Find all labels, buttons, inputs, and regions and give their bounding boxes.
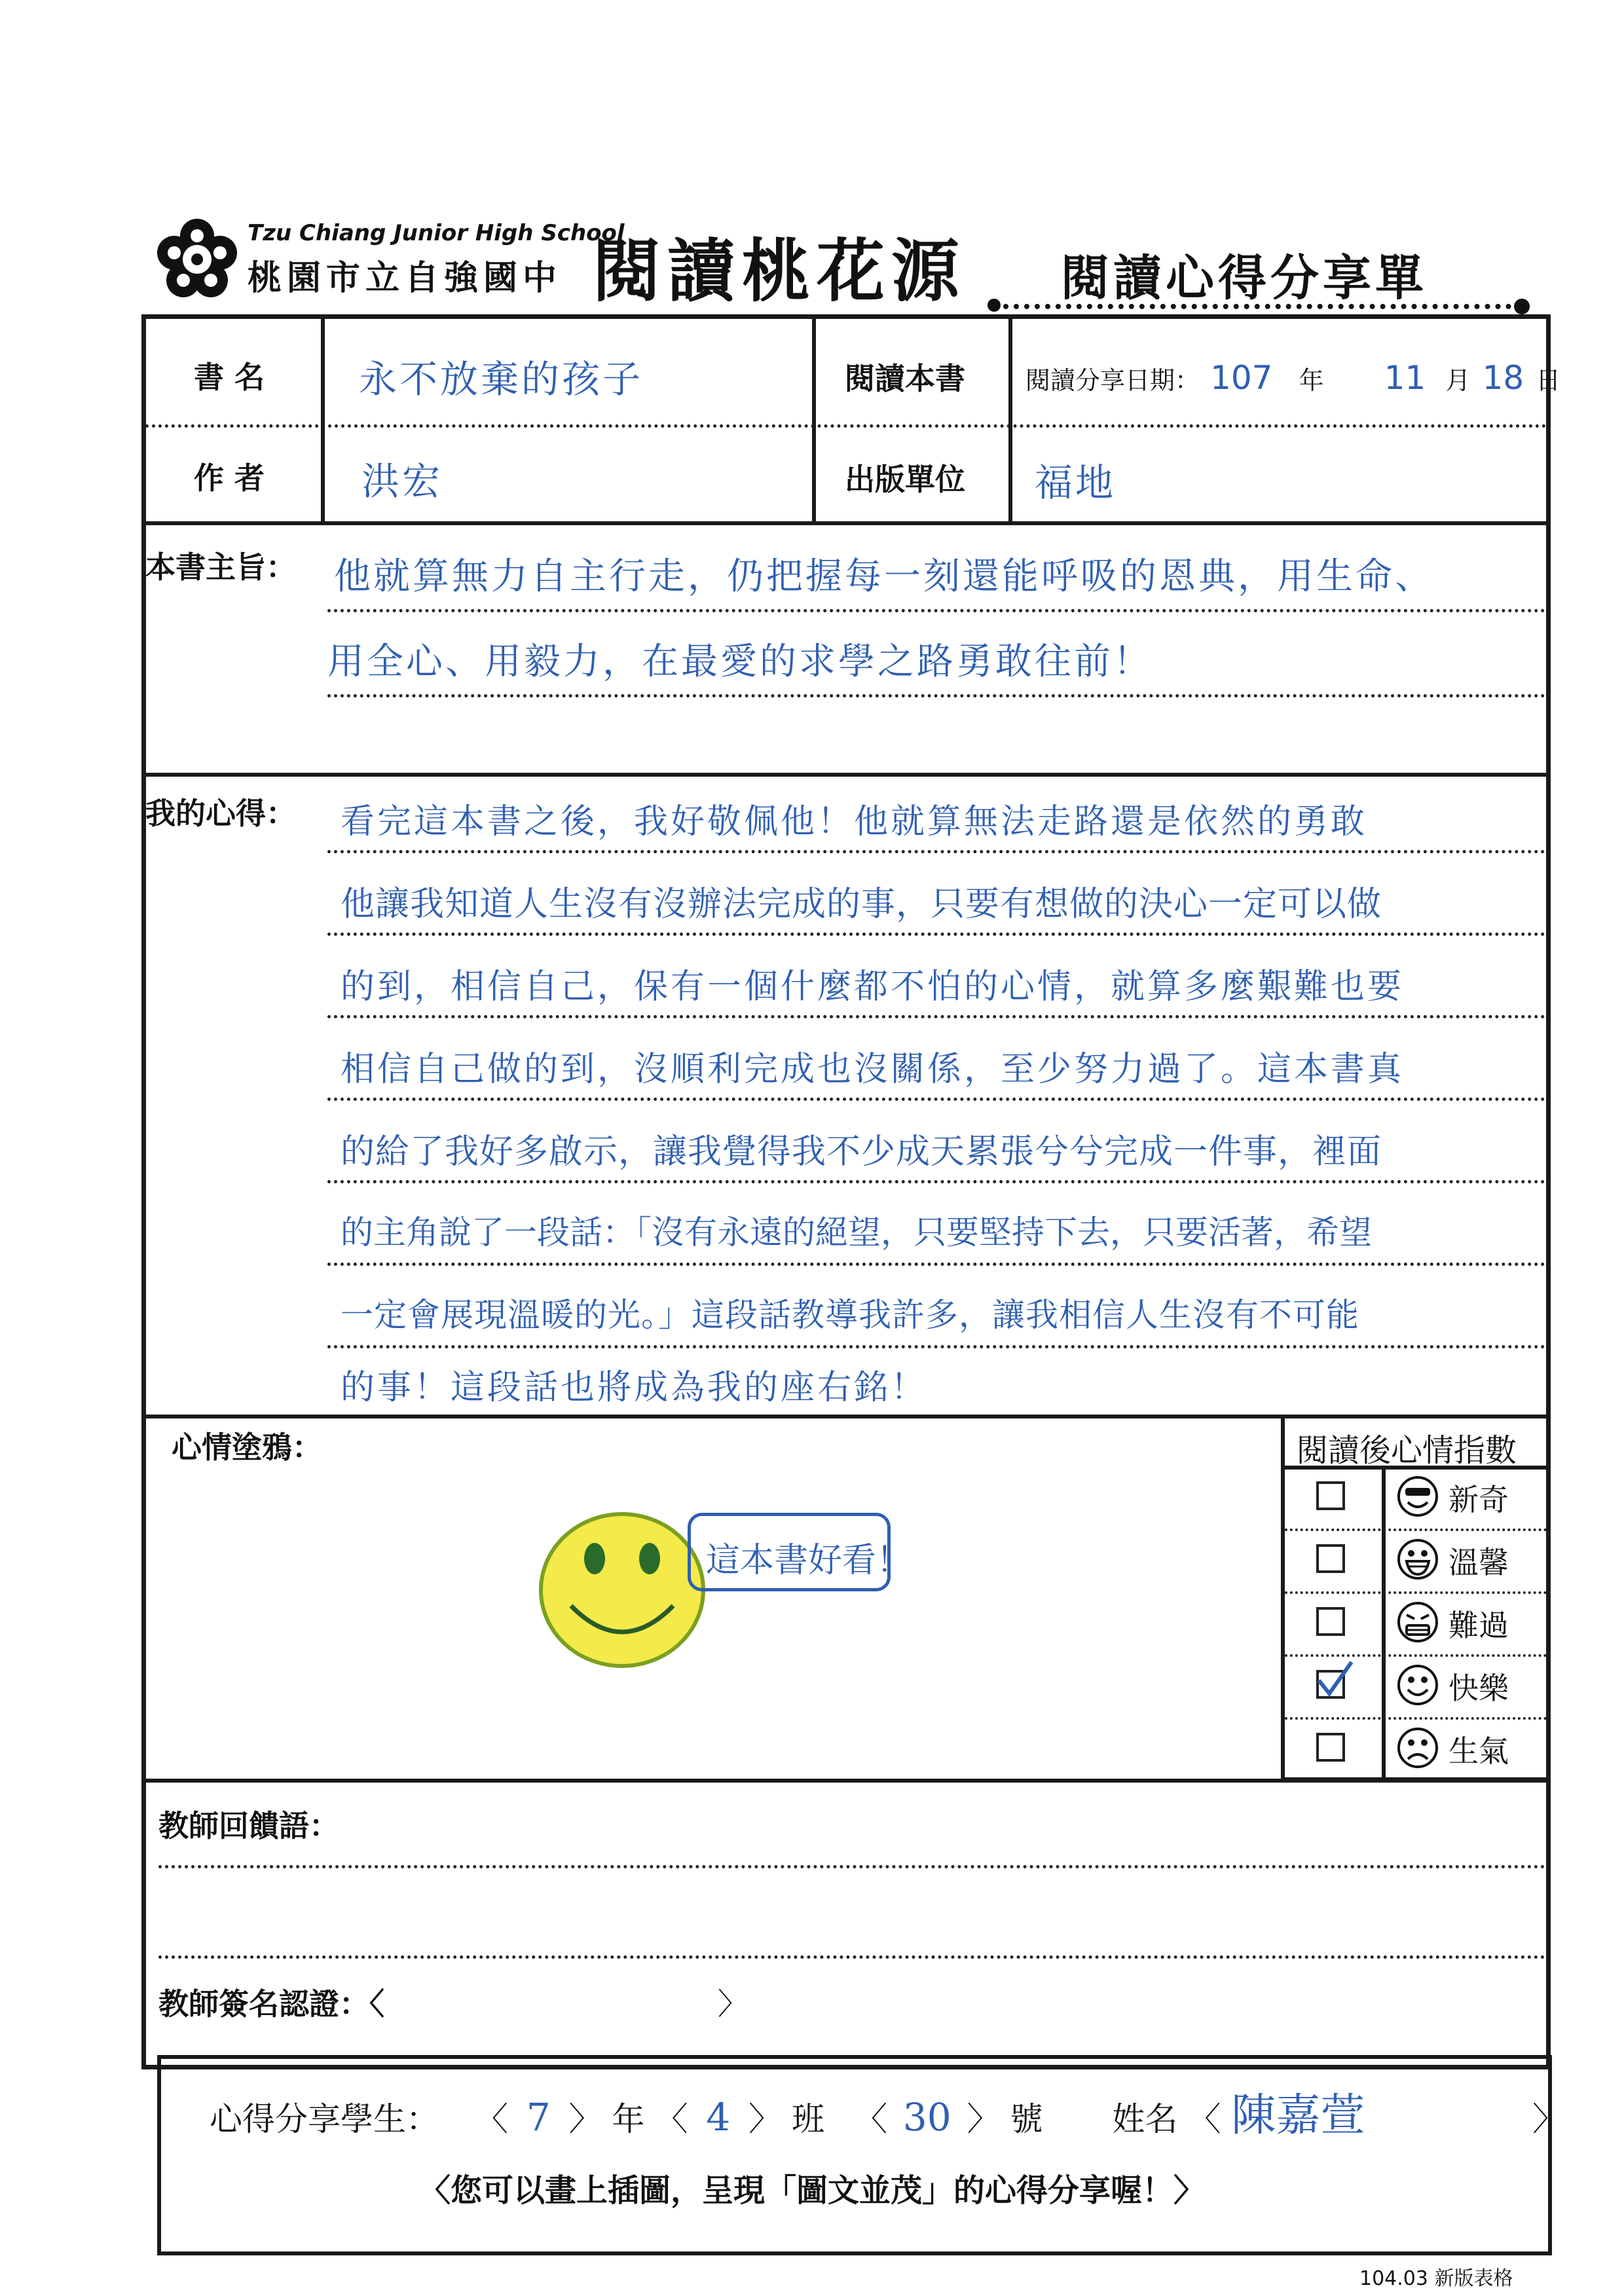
mood-checkbox-novel[interactable]: [1316, 1481, 1345, 1510]
teacher-feedback-label: 教師回饋語：: [158, 1808, 339, 1843]
frown-face-icon: [1396, 1726, 1439, 1769]
mood-label-novel: 新奇: [1449, 1482, 1509, 1517]
theme-label: 本書主旨：: [145, 549, 296, 585]
class-unit: 班: [792, 2100, 825, 2138]
date-label: 閱讀分享日期：: [1025, 366, 1200, 395]
smile-face-icon: [1396, 1663, 1439, 1707]
share-date: [1025, 359, 1560, 397]
checkmark-icon: [1314, 1658, 1356, 1700]
reflection-rule-7: [327, 1345, 1545, 1348]
author-label: 作 者: [194, 460, 265, 496]
date-year: 107: [1210, 359, 1273, 397]
grade-unit: 年: [612, 2100, 645, 2138]
reflection-line-4: 相信自己做的到，沒順利完成也沒關係，至少努力過了。這本書真: [341, 1050, 1405, 1089]
publisher-label: 出版單位: [845, 462, 965, 497]
info-row-divider: [145, 424, 1547, 428]
reflection-rule-3: [327, 1015, 1545, 1018]
cool-face-icon: [1396, 1475, 1439, 1518]
reflection-label: 我的心得：: [145, 796, 296, 831]
mood-checkbox-sad[interactable]: [1316, 1607, 1345, 1636]
reflection-rule-6: [327, 1263, 1545, 1266]
divider-dot-right: [1514, 299, 1530, 314]
theme-rule-1: [327, 609, 1545, 612]
book-name-label: 書 名: [194, 360, 265, 395]
divider-dot-left: [987, 299, 1001, 312]
year-unit: 年: [1299, 366, 1324, 395]
book-name-value: 永不放棄的孩子: [359, 357, 644, 401]
mood-row-happy[interactable]: [1285, 1656, 1544, 1717]
read-book-label: 閱讀本書: [845, 361, 965, 396]
smiley-drawing: [530, 1504, 714, 1674]
reflection-line-1: 看完這本書之後，我好敬佩他！他就算無法走路還是依然的勇敢: [341, 802, 1368, 842]
mood-label-happy: 快樂: [1449, 1671, 1509, 1706]
mood-index-title: 閱讀後心情指數: [1297, 1432, 1517, 1469]
info-col-divider-1: [321, 317, 325, 524]
name-label: 姓名: [1112, 2100, 1178, 2138]
header-divider: [993, 304, 1522, 309]
reflection-rule-1: [327, 850, 1545, 853]
reflection-line-6: 的主角說了一段話：「沒有永遠的絕望，只要堅持下去，只要活著，希望: [341, 1213, 1372, 1251]
reflection-rule-5: [327, 1180, 1545, 1183]
mood-label-angry: 生氣: [1449, 1733, 1509, 1769]
student-line: 心得分享學生： 〈 7 〉 年 〈 4 〉 班 〈 30 〉 號 姓名 〈 陳嘉萱 〉: [210, 2090, 1566, 2141]
name-close: 〉: [1532, 2100, 1566, 2138]
program-title: 閱讀桃花源: [593, 231, 967, 311]
reflection-line-5: 的給了我好多啟示，讓我覺得我不少成天累張兮兮完成一件事，裡面: [341, 1132, 1382, 1172]
mood-row-warm[interactable]: [1285, 1530, 1544, 1591]
date-month: 11: [1384, 359, 1426, 397]
reflection-line-2: 他讓我知道人生沒有沒辦法完成的事，只要有想做的決心一定可以做: [341, 885, 1382, 924]
mood-row-angry[interactable]: [1285, 1718, 1544, 1780]
doodle-bottom-line: [145, 1779, 1547, 1783]
name-open: 〈: [1188, 2100, 1221, 2138]
grin-face-icon: [1396, 1538, 1439, 1581]
student-name: 陳嘉萱: [1231, 2090, 1365, 2141]
theme-bottom-line: [145, 773, 1547, 777]
theme-rule-2: [327, 694, 1545, 697]
mood-checkbox-angry[interactable]: [1316, 1733, 1345, 1762]
school-name-english: Tzu Chiang Junior High School: [248, 220, 625, 246]
seat-unit: 號: [1010, 2100, 1043, 2138]
student-class: 4: [706, 2095, 731, 2139]
reflection-line-7: 一定會展現溫暖的光。」這段話教導我許多，讓我相信人生沒有不可能: [341, 1296, 1359, 1334]
teacher-signature-close: 〉: [718, 1986, 748, 2022]
month-unit: 月: [1445, 366, 1471, 395]
mood-label-warm: 溫馨: [1449, 1545, 1509, 1580]
theme-line-2: 用全心、用毅力，在最愛的求學之路勇敢往前！: [327, 640, 1153, 683]
upset-face-icon: [1396, 1601, 1439, 1644]
publisher-value: 福地: [1035, 460, 1116, 505]
school-logo: [155, 216, 240, 301]
student-grade: 7: [526, 2095, 551, 2139]
info-col-divider-3: [1008, 317, 1012, 524]
info-col-divider-2: [812, 317, 816, 524]
student-label: 心得分享學生：: [210, 2100, 439, 2138]
mood-label-sad: 難過: [1449, 1608, 1509, 1643]
author-value: 洪宏: [361, 459, 443, 504]
mood-row-novel[interactable]: [1285, 1467, 1544, 1528]
illustration-note: 〈您可以畫上插圖，呈現「圖文並茂」的心得分享喔！〉: [419, 2172, 1206, 2209]
theme-line-1: 他就算無力自主行走，仍把握每一刻還能呼吸的恩典，用生命、: [334, 555, 1434, 598]
reflection-rule-4: [327, 1098, 1545, 1101]
mood-checkbox-warm[interactable]: [1316, 1544, 1345, 1573]
reflection-rule-2: [327, 933, 1545, 936]
speech-text: 這本書好看！: [706, 1541, 911, 1580]
student-seat: 30: [902, 2095, 951, 2139]
school-name-chinese: 桃園市立自強國中: [248, 259, 563, 298]
doodle-label: 心情塗鴉：: [172, 1430, 322, 1465]
teacher-signature-label: 教師簽名認證：〈: [158, 1986, 384, 2022]
day-unit: 日: [1536, 366, 1561, 395]
feedback-rule-1: [158, 1865, 1545, 1868]
feedback-rule-2: [158, 1955, 1545, 1959]
date-day: 18: [1482, 359, 1524, 397]
reflection-line-3: 的到，相信自己，保有一個什麼都不怕的心情，就算多麼艱難也要: [341, 967, 1405, 1007]
info-bottom-line: [145, 521, 1547, 525]
form-version: 104.03 新版表格: [1359, 2267, 1513, 2290]
form-title: 閱讀心得分享單: [1061, 250, 1428, 306]
reflection-line-8: 的事！這段話也將成為我的座右銘！: [341, 1368, 928, 1407]
mood-row-sad[interactable]: [1285, 1593, 1544, 1654]
grade-open: 〈: [475, 2100, 508, 2138]
